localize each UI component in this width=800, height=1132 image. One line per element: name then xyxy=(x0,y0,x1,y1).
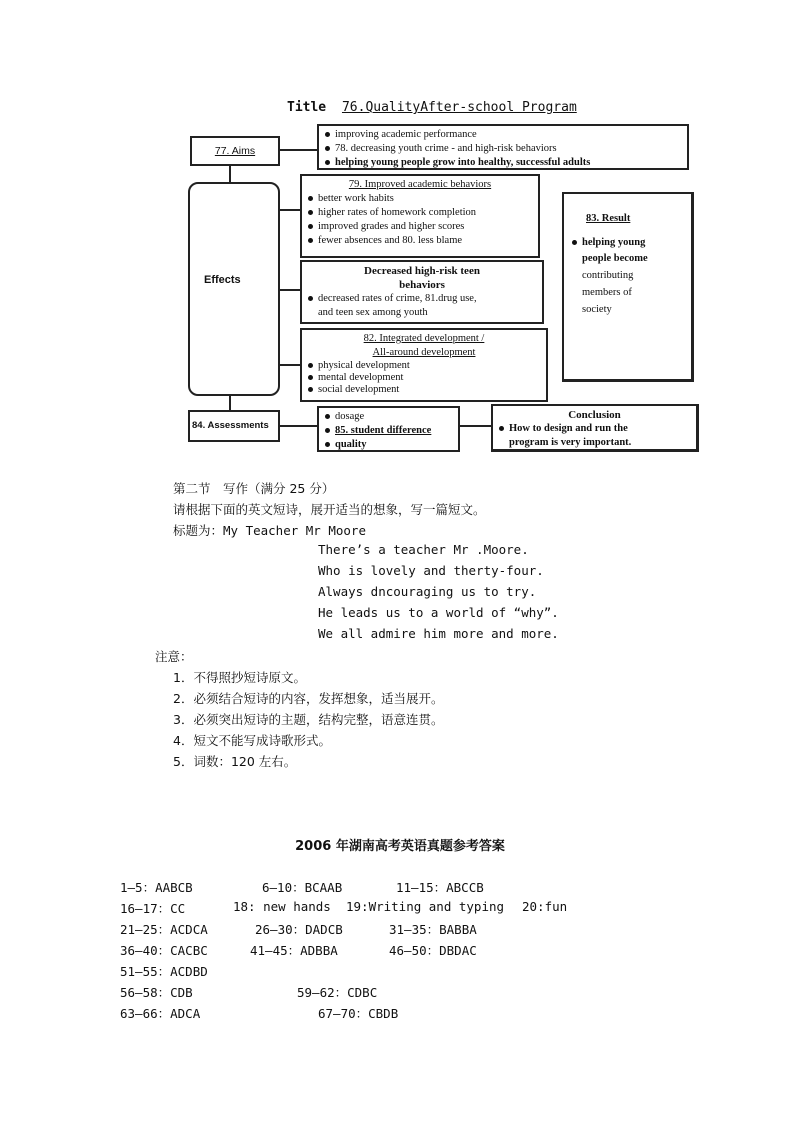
result-line: contributing xyxy=(582,270,634,281)
note-item: 5．词数：120 左右。 xyxy=(173,754,297,769)
writing-instruction: 请根据下面的英文短诗，展开适当的想象，写一篇短文。 xyxy=(173,502,486,517)
integrated-heading-1: 82. Integrated development / xyxy=(363,333,485,344)
answer-cell: 67—70：CBDB xyxy=(318,1006,399,1021)
aims-item: improving academic performance xyxy=(325,128,681,142)
effects-box xyxy=(188,182,280,396)
risk-box xyxy=(300,260,544,324)
answer-cell: 26—30：DADCB xyxy=(255,922,343,937)
aims-list xyxy=(317,124,689,170)
note-item: 2．必须结合短诗的内容，发挥想象，适当展开。 xyxy=(173,691,444,706)
assess-item: quality xyxy=(325,438,452,452)
bullet-icon xyxy=(308,363,313,368)
assessments-list xyxy=(317,406,460,452)
academic-heading: 79. Improved academic behaviors xyxy=(348,179,492,190)
integrated-item: physical development xyxy=(308,360,540,372)
notes-heading: 注意： xyxy=(155,649,193,664)
result-heading: 83. Result xyxy=(586,213,631,224)
assess-item: dosage xyxy=(325,410,452,424)
answers-heading: 2006 年湖南高考英语真题参考答案 xyxy=(295,839,505,854)
academic-item: better work habits xyxy=(308,192,532,206)
conclusion-heading: Conclusion xyxy=(568,409,621,421)
bullet-icon xyxy=(572,240,577,245)
integrated-item: social development xyxy=(308,384,540,396)
bullet-icon xyxy=(308,375,313,380)
bullet-icon xyxy=(325,442,330,447)
bullet-icon xyxy=(325,160,330,165)
integrated-heading-2: All-around development xyxy=(372,347,476,358)
answer-cell: 36—40：CACBC xyxy=(120,943,208,958)
answer-cell: 6—10：BCAAB xyxy=(262,880,343,895)
bullet-icon xyxy=(308,224,313,229)
note-item: 4．短文不能写成诗歌形式。 xyxy=(173,733,331,748)
note-item: 3．必须突出短诗的主题，结构完整，语意连贯。 xyxy=(173,712,444,727)
academic-box xyxy=(300,174,540,258)
answer-cell: 21—25：ACDCA xyxy=(120,922,208,937)
answer-cell: 63—66：ADCA xyxy=(120,1006,201,1021)
result-line: society xyxy=(582,304,612,315)
answer-cell: 46—50：DBDAC xyxy=(389,943,477,958)
academic-item: fewer absences and 80. less blame xyxy=(308,234,532,248)
answer-cell: 56—58：CDB xyxy=(120,985,193,1000)
aims-label: 77. Aims xyxy=(214,145,256,157)
result-line: people become xyxy=(582,253,648,264)
poem-line: There’s a teacher Mr .Moore. xyxy=(318,542,529,557)
bullet-icon xyxy=(308,296,313,301)
assessments-box xyxy=(188,410,280,442)
poem-line: He leads us to a world of “why”. xyxy=(318,605,559,620)
bullet-icon xyxy=(325,132,330,137)
poem-line: Always dncouraging us to try. xyxy=(318,584,537,599)
risk-heading-2: behaviors xyxy=(399,279,445,291)
poem-line: Who is lovely and therty-four. xyxy=(318,563,544,578)
answer-cell: 41—45：ADBBA xyxy=(250,943,338,958)
aims-item: 78. decreasing youth crime - and high-risk behaviors xyxy=(325,142,681,156)
answer-cell: 19:Writing and typing xyxy=(346,899,505,914)
answer-cell: 20:fun xyxy=(522,899,568,914)
bullet-icon xyxy=(325,428,330,433)
conclusion-line: program is very important. xyxy=(509,437,632,448)
result-line: helping young xyxy=(572,236,683,250)
answer-cell: 16—17：CC xyxy=(120,901,186,916)
aims-box xyxy=(190,136,280,166)
risk-item: decreased rates of crime, 81.drug use, xyxy=(308,292,536,306)
conclusion-line: How to design and run the xyxy=(499,422,690,436)
assessments-label: 84. Assessments xyxy=(192,420,269,431)
bullet-icon xyxy=(325,414,330,419)
aims-item: helping young people grow into healthy, successful adults xyxy=(325,156,681,170)
academic-item: higher rates of homework completion xyxy=(308,206,532,220)
bullet-icon xyxy=(325,146,330,151)
bullet-icon xyxy=(308,196,313,201)
assess-item: 85. student difference xyxy=(325,424,452,438)
academic-item: improved grades and higher scores xyxy=(308,220,532,234)
note-item: 1．不得照抄短诗原文。 xyxy=(173,670,306,685)
result-line: members of xyxy=(582,287,632,298)
integrated-item: mental development xyxy=(308,372,540,384)
answer-cell: 11—15：ABCCB xyxy=(396,880,484,895)
diagram-title xyxy=(287,100,577,115)
answer-cell: 51—55：ACDBD xyxy=(120,964,208,979)
title-value: 76.QualityAfter-school Program xyxy=(341,100,577,115)
risk-heading-1: Decreased high-risk teen xyxy=(364,265,480,277)
writing-section-heading: 第二节 写作（满分 25 分） xyxy=(173,481,335,496)
conclusion-box xyxy=(491,404,699,452)
poem-line: We all admire him more and more. xyxy=(318,626,559,641)
bullet-icon xyxy=(308,238,313,243)
risk-item-cont: and teen sex among youth xyxy=(318,307,428,318)
answer-cell: 1—5：AABCB xyxy=(120,880,193,895)
answer-cell: 18: new hands xyxy=(233,899,331,914)
integrated-box xyxy=(300,328,548,402)
answer-cell: 31—35：BABBA xyxy=(389,922,477,937)
bullet-icon xyxy=(308,387,313,392)
writing-title-line: 标题为：My Teacher Mr Moore xyxy=(173,523,366,538)
result-box xyxy=(562,192,694,382)
answer-cell: 59—62：CDBC xyxy=(297,985,378,1000)
title-keyword: Title xyxy=(287,100,327,115)
bullet-icon xyxy=(499,426,504,431)
effects-label: Effects xyxy=(204,274,241,286)
flow-diagram xyxy=(180,120,702,460)
bullet-icon xyxy=(308,210,313,215)
